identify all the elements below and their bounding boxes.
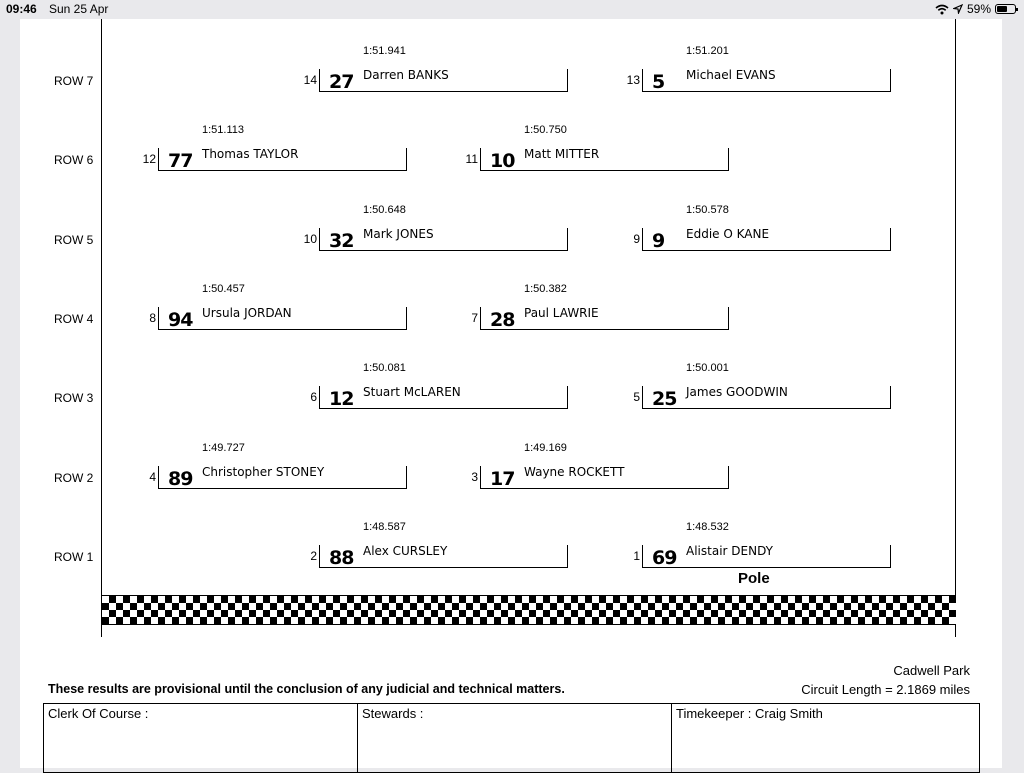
- grid-slot-box: [480, 307, 729, 330]
- clerk-label: Clerk Of Course :: [48, 706, 149, 721]
- driver-name: Darren BANKS: [363, 68, 449, 82]
- battery-percent: 59%: [966, 2, 991, 16]
- grid-position: 8: [149, 311, 156, 325]
- driver-name: Mark JONES: [363, 227, 434, 241]
- wifi-icon: [935, 4, 949, 15]
- qualifying-time: 1:51.113: [202, 124, 245, 136]
- row-label: ROW 4: [54, 312, 94, 326]
- car-number: 88: [329, 547, 354, 569]
- driver-name: Michael EVANS: [686, 68, 776, 82]
- grid-slot: [633, 204, 890, 252]
- battery-fill: [997, 6, 1007, 12]
- car-number: 27: [329, 71, 354, 93]
- clerk-of-course-box: [43, 703, 358, 773]
- grid-slot: [310, 362, 567, 410]
- qualifying-time: 1:49.727: [202, 442, 245, 454]
- circuit-length: Circuit Length = 2.1869 miles: [801, 682, 970, 697]
- grid-slot: [303, 204, 567, 252]
- driver-name: Matt MITTER: [524, 147, 600, 161]
- grid-slot: [465, 124, 728, 172]
- grid-position: 4: [149, 470, 156, 484]
- qualifying-time: 1:50.457: [202, 283, 245, 295]
- row-label: ROW 7: [54, 74, 94, 88]
- grid-position: 1: [633, 549, 640, 563]
- qualifying-time: 1:50.750: [524, 124, 567, 136]
- grid-position: 12: [142, 152, 156, 166]
- grid-position: 2: [310, 549, 317, 563]
- driver-name: Alex CURSLEY: [363, 544, 448, 558]
- qualifying-time: 1:50.578: [686, 204, 729, 216]
- driver-name: Eddie O KANE: [686, 227, 770, 241]
- qualifying-time: 1:48.532: [686, 521, 729, 533]
- grid-slot: [633, 521, 890, 569]
- car-number: 12: [329, 388, 354, 410]
- driver-name: Christopher STONEY: [202, 465, 325, 479]
- driver-name: James GOODWIN: [686, 385, 788, 399]
- car-number: 89: [168, 468, 193, 490]
- qualifying-time: 1:50.001: [686, 362, 729, 374]
- grid-position: 5: [633, 390, 640, 404]
- grid-slot: [626, 45, 890, 93]
- venue-name: Cadwell Park: [893, 663, 970, 678]
- status-right: [935, 2, 1016, 16]
- car-number: 25: [652, 388, 677, 410]
- stewards-label: Stewards :: [362, 706, 424, 721]
- driver-name: Thomas TAYLOR: [202, 147, 299, 161]
- checkered-flag-band: [102, 595, 956, 625]
- row-label: ROW 6: [54, 153, 94, 167]
- qualifying-time: 1:49.169: [524, 442, 567, 454]
- status-date: Sun 25 Apr: [49, 2, 109, 16]
- row-label: ROW 2: [54, 471, 94, 485]
- grid-right-border: [955, 19, 956, 637]
- timekeeper-box: [671, 703, 980, 773]
- driver-name: Alistair DENDY: [686, 544, 773, 558]
- grid-slot: [471, 283, 728, 331]
- location-icon: [953, 4, 963, 14]
- grid-slot: [633, 362, 890, 410]
- provisional-note: These results are provisional until the conclusion of any judicial and technical matters.: [48, 682, 565, 696]
- grid-slot-box: [480, 148, 729, 171]
- grid-slot-box: [319, 228, 568, 251]
- battery-icon: [995, 4, 1016, 14]
- grid-position: 6: [310, 390, 317, 404]
- grid-position: 11: [465, 152, 478, 166]
- grid-slot: [149, 442, 406, 490]
- grid-slot: [310, 521, 567, 569]
- driver-name: Paul LAWRIE: [524, 306, 599, 320]
- car-number: 10: [490, 150, 515, 172]
- grid-slot: [149, 283, 406, 331]
- grid-position: 9: [633, 232, 640, 246]
- driver-name: Wayne ROCKETT: [524, 465, 625, 479]
- grid-position: 7: [471, 311, 478, 325]
- qualifying-time: 1:50.081: [363, 362, 406, 374]
- grid-slot: [471, 442, 728, 490]
- status-time: 09:46: [6, 2, 37, 16]
- row-label: ROW 5: [54, 233, 94, 247]
- car-number: 32: [329, 230, 354, 252]
- timekeeper-label: Timekeeper : Craig Smith: [676, 706, 823, 721]
- grid-position: 13: [626, 73, 640, 87]
- grid-slot: [142, 124, 406, 172]
- status-bar: [0, 0, 1024, 19]
- stewards-box: [357, 703, 672, 773]
- driver-name: Ursula JORDAN: [202, 306, 292, 320]
- car-number: 77: [168, 150, 193, 172]
- car-number: 94: [168, 309, 193, 331]
- grid-position: 14: [303, 73, 317, 87]
- car-number: 17: [490, 468, 515, 490]
- grid-position: 3: [471, 470, 478, 484]
- qualifying-time: 1:50.382: [524, 283, 567, 295]
- car-number: 28: [490, 309, 515, 331]
- car-number: 69: [652, 547, 677, 569]
- grid-left-border: [101, 19, 102, 637]
- pole-label: Pole: [738, 570, 770, 587]
- qualifying-time: 1:50.648: [363, 204, 406, 216]
- driver-name: Stuart McLAREN: [363, 385, 461, 399]
- results-sheet: [20, 19, 1002, 768]
- grid-slot: [303, 45, 567, 93]
- qualifying-time: 1:48.587: [363, 521, 406, 533]
- qualifying-time: 1:51.941: [363, 45, 406, 57]
- grid-position: 10: [303, 232, 317, 246]
- car-number: 9: [652, 230, 665, 252]
- car-number: 5: [652, 71, 665, 93]
- qualifying-time: 1:51.201: [686, 45, 729, 57]
- row-label: ROW 1: [54, 550, 94, 564]
- row-label: ROW 3: [54, 391, 94, 405]
